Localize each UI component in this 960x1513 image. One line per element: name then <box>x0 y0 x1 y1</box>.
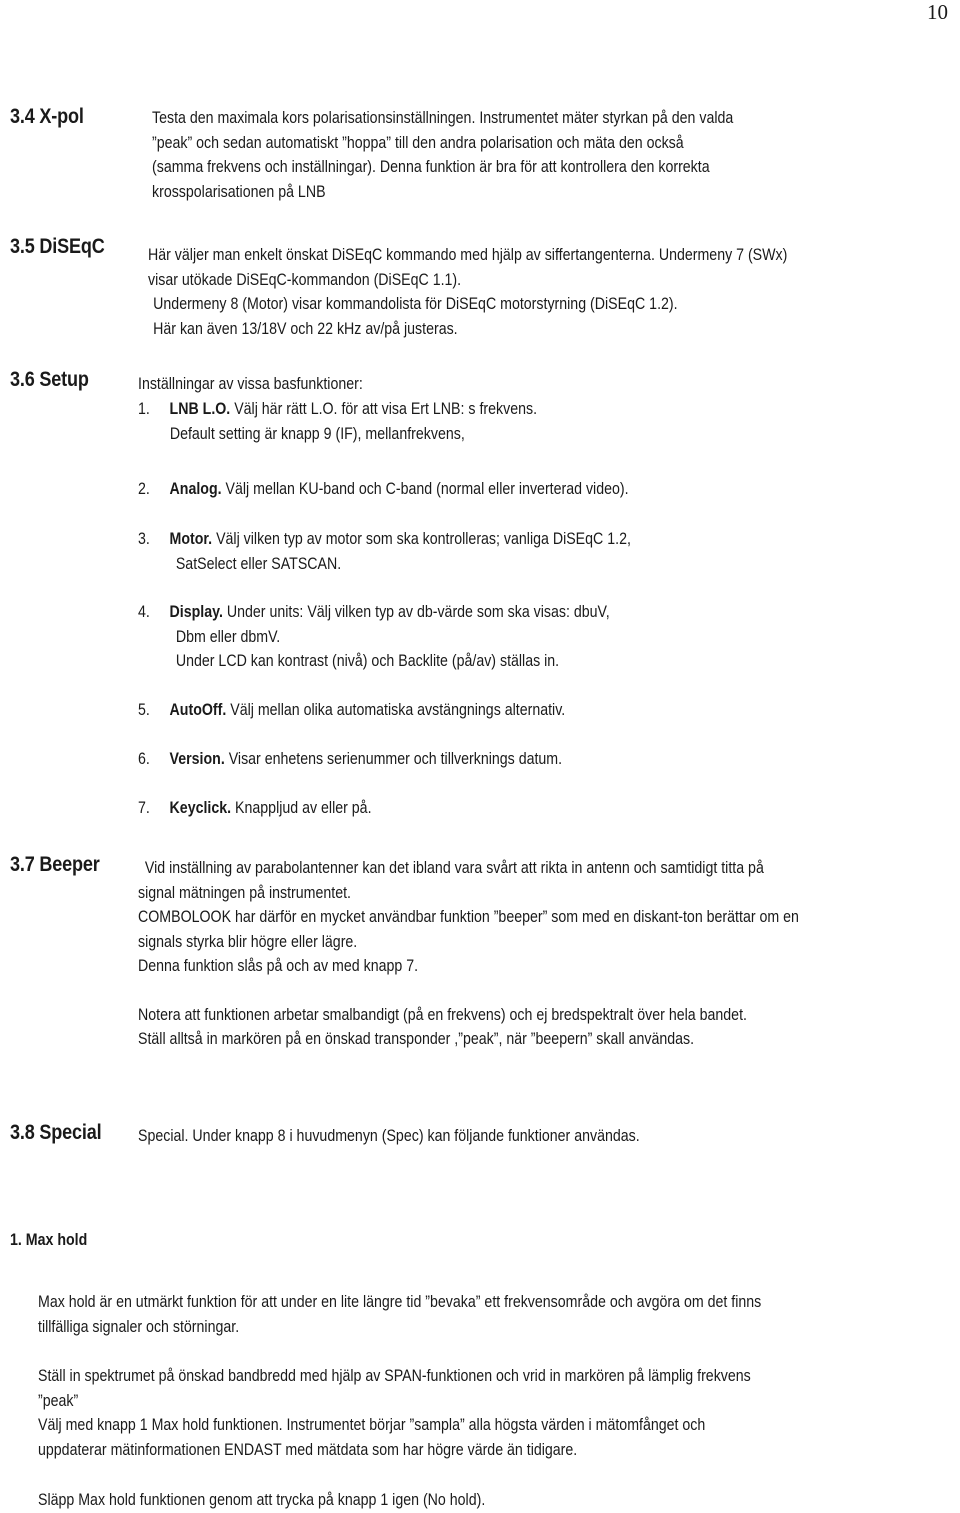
setup-item-5 <box>138 698 565 723</box>
section-body-3-7 <box>138 856 799 1052</box>
item-title: LNB L.O. <box>169 400 231 418</box>
text-line: signals styrka blir högre eller lägre. <box>138 932 358 951</box>
item-title: Version. <box>169 750 225 768</box>
item-extra: SatSelect eller SATSCAN. <box>175 554 342 573</box>
section-heading-3-6: 3.6 Setup <box>10 368 89 391</box>
item-number: 2. <box>138 480 150 498</box>
text-line: Här kan även 13/18V och 22 kHz av/på justeras. <box>153 319 458 338</box>
text-line: COMBOLOOK har därför en mycket användbar funktion ”beeper” som med en diskant-ton berättar om en <box>138 908 799 926</box>
text-line: ”peak” och sedan automatiskt ”hoppa” till den andra polarisation och mäta den också <box>152 133 684 152</box>
item-title: Analog. <box>169 480 222 498</box>
text-line: Ställ alltså in markören på en önskad transponder ,”peak”, när ”beepern” skall användas. <box>138 1030 695 1048</box>
text-line: uppdaterar mätinformationen ENDAST med mätdata som har högre värde än tidigare. <box>38 1440 578 1459</box>
item-title: Display. <box>169 603 223 621</box>
item-number: 5. <box>138 701 150 719</box>
item-number: 4. <box>138 603 150 621</box>
text-line: Testa den maximala kors polarisationsinställningen. Instrumentet mäter styrkan på den valda <box>152 109 734 127</box>
item-number: 7. <box>138 799 150 817</box>
item-title: AutoOff. <box>169 701 227 719</box>
setup-item-7 <box>138 796 372 821</box>
text-line: Vid inställning av parabolantenner kan det ibland vara svårt att rikta in antenn och samtidigt titta på <box>144 859 764 877</box>
text-line: signal mätningen på instrumentet. <box>138 883 351 902</box>
section-body-3-8: Special. Under knapp 8 i huvudmenyn (Spec) kan följande funktioner användas. <box>138 1127 640 1145</box>
setup-item-6 <box>138 747 562 772</box>
text-line: Välj med knapp 1 Max hold funktionen. Instrumentet börjar ”sampla” alla högsta värden i mätomfånget och <box>38 1416 706 1434</box>
item-extra: Under LCD kan kontrast (nivå) och Backlite (på/av) ställas in. <box>175 652 560 670</box>
item-text: Knappljud av eller på. <box>231 799 372 817</box>
setup-item-3 <box>138 527 631 576</box>
item-extra: Dbm eller dbmV. <box>175 627 281 646</box>
text-line: tillfälliga signaler och störningar. <box>38 1317 240 1336</box>
text-line: krosspolarisationen på LNB <box>152 182 326 201</box>
text-line: Max hold är en utmärkt funktion för att under en lite längre tid ”bevaka” ett frekvensområde och avgöra om det finns <box>38 1293 762 1311</box>
text-line: Denna funktion slås på och av med knapp 7. <box>138 957 419 975</box>
section-body-3-4 <box>152 106 733 204</box>
setup-item-2 <box>138 477 629 502</box>
maxhold-paragraph-2 <box>38 1364 751 1462</box>
section-heading-3-7: 3.7 Beeper <box>10 853 100 876</box>
maxhold-heading: 1. Max hold <box>10 1231 88 1249</box>
section-heading-3-4: 3.4 X-pol <box>10 105 84 128</box>
maxhold-paragraph-3: Släpp Max hold funktionen genom att trycka på knapp 1 igen (No hold). <box>38 1491 486 1509</box>
section-heading-3-5: 3.5 DiSEqC <box>10 235 105 258</box>
item-text: Välj vilken typ av motor som ska kontrolleras; vanliga DiSEqC 1.2, <box>212 530 631 548</box>
maxhold-paragraph-1 <box>38 1290 761 1339</box>
section-body-3-5 <box>148 243 787 341</box>
setup-item-1 <box>138 397 537 446</box>
section-heading-3-8: 3.8 Special <box>10 1121 102 1144</box>
item-number: 6. <box>138 750 150 768</box>
item-text: Välj här rätt L.O. för att visa Ert LNB: s frekvens. <box>230 400 538 418</box>
setup-item-4 <box>138 600 610 674</box>
item-text: Under units: Välj vilken typ av db-värde som ska visas: dbuV, <box>222 603 610 621</box>
item-number: 1. <box>138 400 150 418</box>
item-number: 3. <box>138 530 150 548</box>
item-text: Visar enhetens serienummer och tillverknings datum. <box>224 750 563 768</box>
item-text: Välj mellan KU-band och C-band (normal eller inverterad video). <box>221 480 629 498</box>
text-line: (samma frekvens och inställningar). Denna funktion är bra för att kontrollera den korrekta <box>152 158 710 176</box>
text-line: Ställ in spektrumet på önskad bandbredd med hjälp av SPAN-funktionen och vrid in markören på lämplig frekvens <box>38 1367 751 1385</box>
page-number: 10 <box>927 0 948 24</box>
text-line: ”peak” <box>38 1391 79 1410</box>
item-title: Motor. <box>169 530 213 548</box>
item-title: Keyclick. <box>169 799 232 817</box>
text-line: Notera att funktionen arbetar smalbandigt (på en frekvens) och ej bredspektralt över hela bandet. <box>138 1005 747 1024</box>
item-text: Välj mellan olika automatiska avstängnings alternativ. <box>226 701 566 719</box>
item-extra: Default setting är knapp 9 (IF), mellanfrekvens, <box>169 424 465 443</box>
text-line: Här väljer man enkelt önskat DiSEqC kommando med hjälp av siffertangenterna. Undermeny 7 (SWx) <box>148 246 788 264</box>
text-line: Undermeny 8 (Motor) visar kommandolista för DiSEqC motorstyrning (DiSEqC 1.2). <box>153 295 678 313</box>
text-line: visar utökade DiSEqC-kommandon (DiSEqC 1.1). <box>148 270 462 289</box>
setup-intro: Inställningar av vissa basfunktioner: <box>138 375 363 393</box>
